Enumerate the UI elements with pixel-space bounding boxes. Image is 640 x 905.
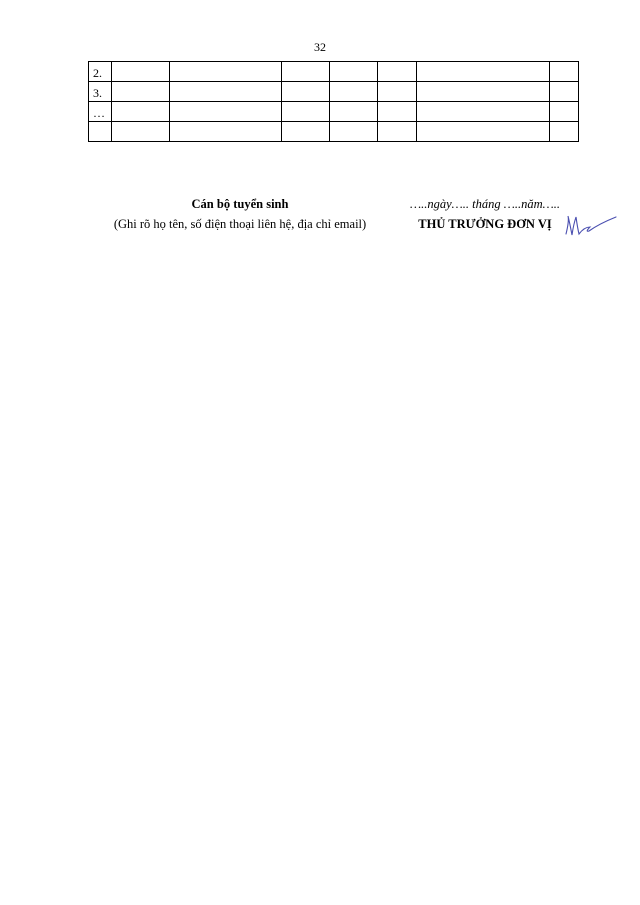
staff-title: Cán bộ tuyển sinh (191, 197, 289, 211)
table-row (89, 122, 579, 142)
table-cell (378, 82, 417, 102)
table-cell (112, 62, 170, 82)
date-line: …..ngày….. tháng …..năm….. (409, 197, 560, 211)
table-row (89, 62, 579, 82)
table-cell (550, 82, 579, 102)
staff-note: (Ghi rõ họ tên, số điện thoại liên hệ, địa chỉ email) (113, 217, 367, 231)
page-number: 32 (314, 40, 326, 54)
table-cell (330, 102, 378, 122)
table-cell: … (89, 102, 112, 122)
table-cell (417, 122, 550, 142)
signature-mark (560, 210, 618, 240)
table-cell (112, 122, 170, 142)
table-cell (417, 82, 550, 102)
table-cell (378, 122, 417, 142)
head-title: THỦ TRƯỞNG ĐƠN VỊ (418, 217, 552, 231)
table-cell: 2. (89, 62, 112, 82)
table-row (89, 102, 579, 122)
table-cell (550, 122, 579, 142)
table-cell (282, 82, 330, 102)
table-cell (282, 122, 330, 142)
table-cell (170, 122, 282, 142)
table-cell (550, 62, 579, 82)
table-cell: 3. (89, 82, 112, 102)
table-cell (378, 62, 417, 82)
table-cell (170, 82, 282, 102)
table-cell (330, 122, 378, 142)
table-cell (417, 102, 550, 122)
table-row (89, 82, 579, 102)
table-cell (89, 122, 112, 142)
staff-signature-block (60, 197, 420, 232)
table-cell (112, 102, 170, 122)
table-cell (330, 82, 378, 102)
table-cell (170, 102, 282, 122)
table-cell (550, 102, 579, 122)
table-cell (417, 62, 550, 82)
table-cell (112, 82, 170, 102)
table-cell (282, 62, 330, 82)
table-cell (330, 62, 378, 82)
table-cell (282, 102, 330, 122)
table-cell (170, 62, 282, 82)
form-table (88, 61, 579, 142)
table-cell (378, 102, 417, 122)
